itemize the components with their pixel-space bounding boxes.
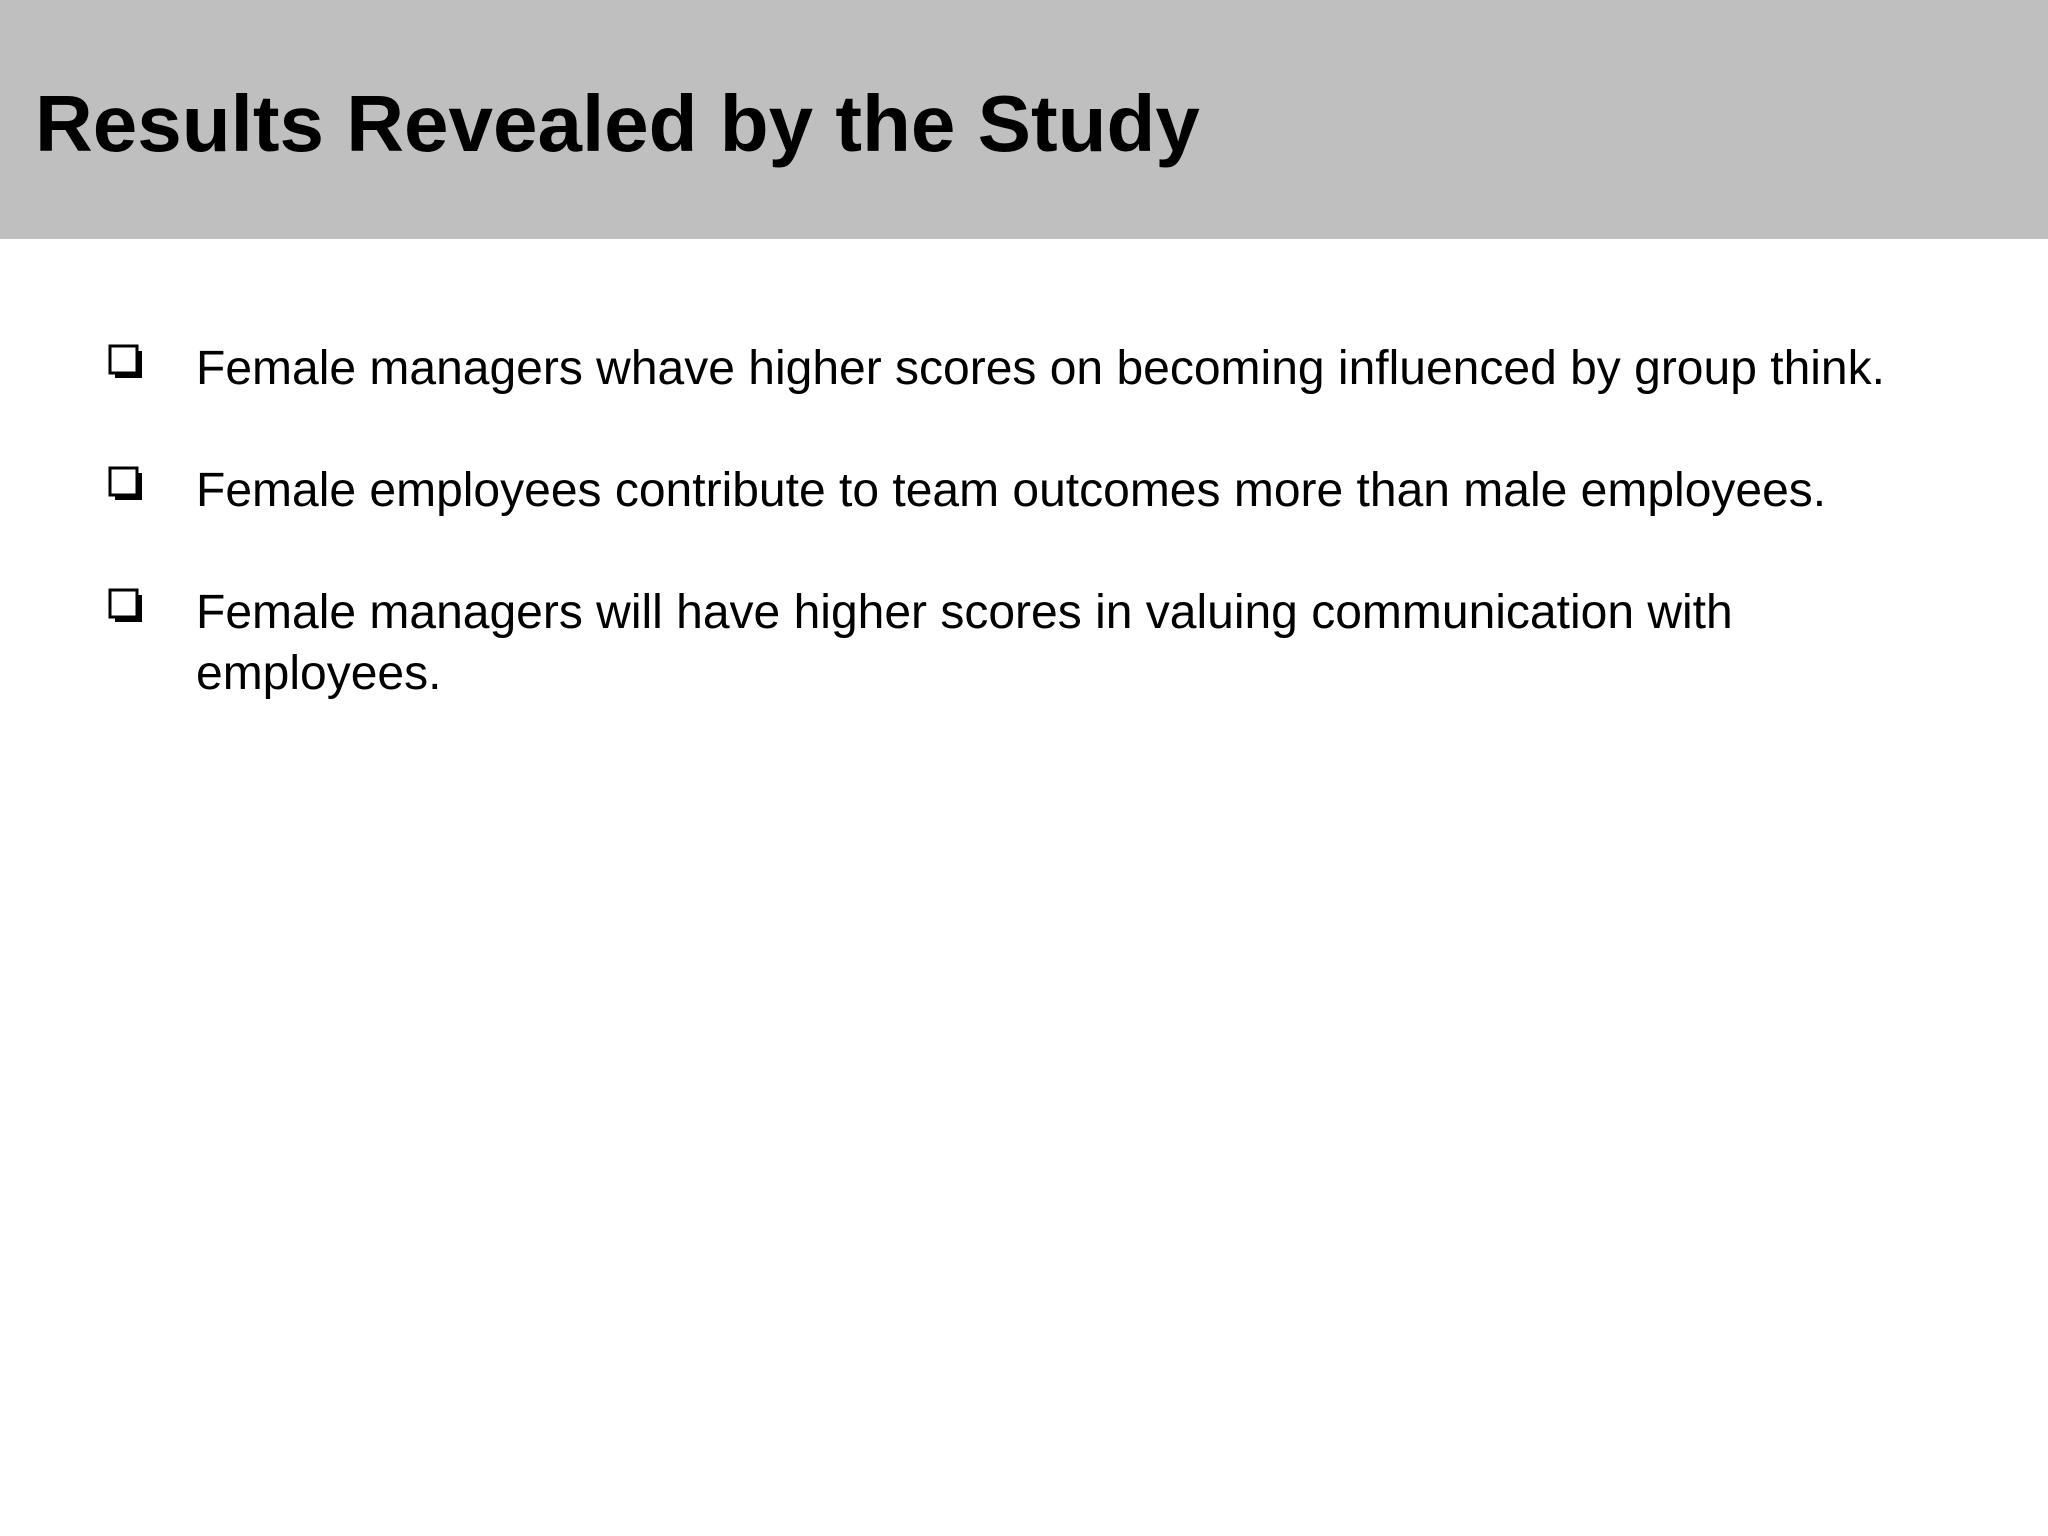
checkbox-icon	[108, 466, 144, 502]
bullet-list	[108, 338, 1988, 704]
title-bar	[0, 0, 2048, 239]
bullet-text: Female employees contribute to team outcomes more than male employees.	[196, 464, 1827, 517]
bullet-item	[108, 460, 1988, 521]
bullet-text: Female managers whave higher scores on becoming influenced by group think.	[196, 342, 1885, 395]
bullet-text: Female managers will have higher scores in valuing communication with employees.	[196, 586, 1733, 700]
checkbox-icon	[108, 344, 144, 380]
bullet-item	[108, 338, 1988, 399]
checkbox-icon	[108, 588, 144, 624]
bullet-item	[108, 582, 1988, 704]
slide-title: Results Revealed by the Study	[35, 79, 1200, 168]
